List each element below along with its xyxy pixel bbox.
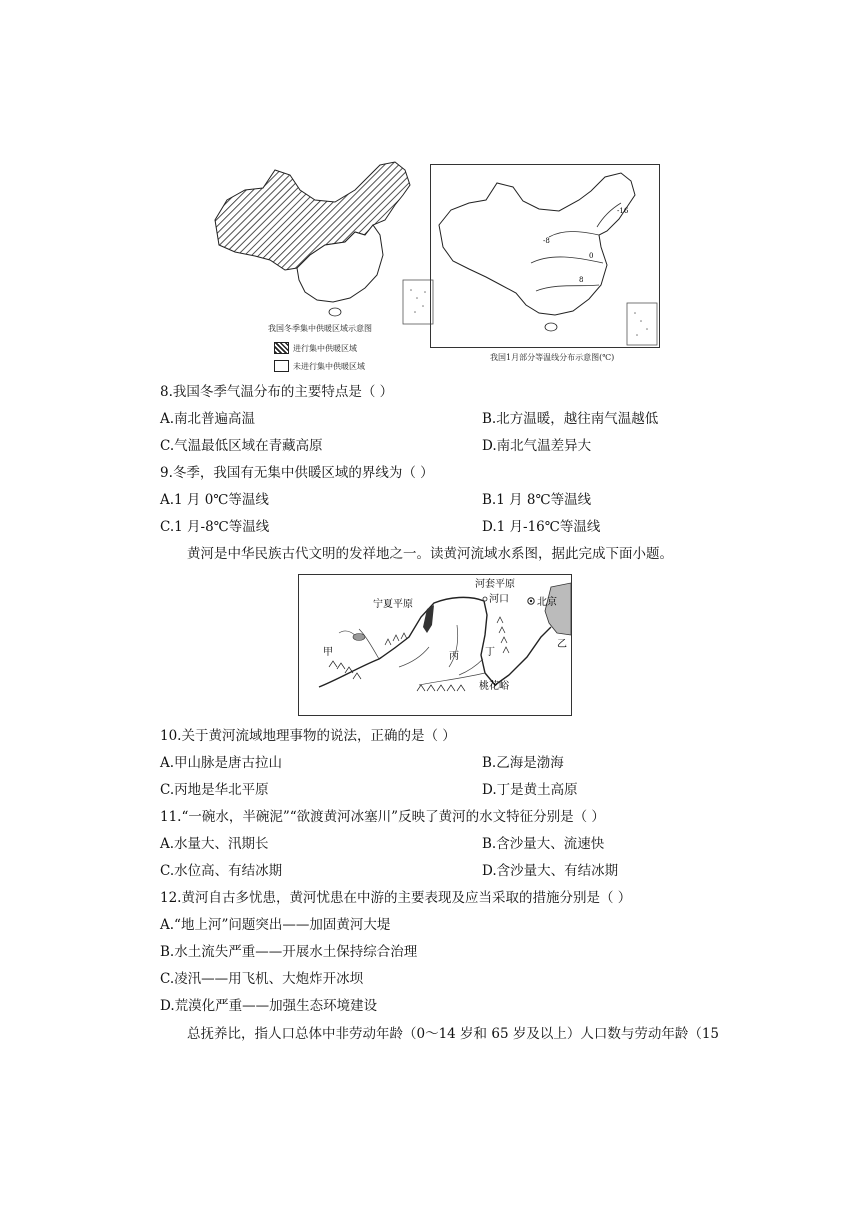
hekou-marker	[483, 597, 487, 601]
isotherm-label-minus8: -8	[543, 237, 550, 245]
legend-blank-swatch	[274, 360, 289, 372]
question-12-stem: 12.黄河自古多忧患，黄河忧患在中游的主要表现及应当采取的措施分别是（ ）	[160, 890, 632, 906]
legend-hatched-swatch	[274, 342, 289, 354]
question-10-option-c: C.丙地是华北平原	[160, 782, 269, 798]
question-8-stem: 8.我国冬季气温分布的主要特点是（ ）	[160, 384, 394, 400]
question-9-stem: 9.冬季，我国有无集中供暖区域的界线为（ ）	[160, 465, 434, 481]
question-9-option-d: D.1 月-16℃等温线	[482, 519, 601, 535]
question-11-option-d: D.含沙量大、有结冰期	[482, 863, 619, 879]
label-jia: 甲	[323, 647, 333, 658]
question-9-option-a: A.1 月 0℃等温线	[160, 492, 269, 508]
question-9-option-c: C.1 月-8℃等温线	[160, 519, 270, 535]
isotherm-label-8: 8	[579, 276, 584, 284]
label-taohuayu: 桃花峪	[479, 681, 509, 692]
question-10-option-a: A.甲山脉是唐古拉山	[160, 755, 283, 771]
isotherm-map-svg	[431, 165, 659, 347]
mountain-range-south	[417, 685, 465, 691]
heating-region-map-svg	[205, 160, 435, 330]
label-yi: 乙	[557, 639, 567, 650]
isotherm-map	[430, 164, 660, 348]
ningxia-plain-shape	[423, 605, 434, 633]
question-12-option-c: C.凌汛——用飞机、大炮炸开冰坝	[160, 971, 364, 987]
question-9-option-b: B.1 月 8℃等温线	[482, 492, 592, 508]
mountain-range-west	[385, 633, 407, 645]
question-12-option-a: A.“地上河”问题突出——加固黄河大堤	[160, 917, 391, 933]
heating-map-caption: 我国冬季集中供暖区域示意图	[268, 324, 372, 333]
label-hekou: 河口	[489, 594, 509, 605]
yellow-river-map-svg	[299, 575, 571, 715]
isotherm-label-minus16: -16	[617, 207, 629, 215]
question-10-stem: 10.关于黄河流域地理事物的说法，正确的是（ ）	[160, 728, 456, 744]
question-8-option-b: B.北方温暖，越往南气温越低	[482, 411, 659, 427]
question-11-stem: 11.“一碗水，半碗泥”“欲渡黄河冰塞川”反映了黄河的水文特征分别是（ ）	[160, 809, 605, 825]
label-hetao: 河套平原	[475, 579, 515, 590]
legend-blank-label: 未进行集中供暖区域	[293, 362, 365, 371]
heating-region-map	[205, 160, 435, 330]
label-ningxia: 宁夏平原	[373, 599, 413, 610]
question-10-option-b: B.乙海是渤海	[482, 755, 564, 771]
sea-yi	[545, 583, 571, 635]
question-12-option-b: B.水土流失严重——开展水土保持综合治理	[160, 944, 418, 960]
footer-paragraph: 总抚养比，指人口总体中非劳动年龄（0～14 岁和 65 岁及以上）人口数与劳动年龄（15	[187, 1026, 719, 1042]
question-8-option-d: D.南北气温差异大	[482, 438, 592, 454]
label-bing: 丙	[449, 651, 459, 662]
yellow-river-intro: 黄河是中华民族古代文明的发祥地之一。读黄河流域水系图，据此完成下面小题。	[187, 546, 673, 562]
yellow-river-main	[319, 597, 551, 687]
question-11-option-b: B.含沙量大、流速快	[482, 836, 605, 852]
label-beijing: 北京	[537, 597, 557, 608]
label-ding: 丁	[485, 647, 495, 658]
question-11-option-c: C.水位高、有结冰期	[160, 863, 283, 879]
yellow-river-map	[298, 574, 572, 716]
question-12-option-d: D.荒漠化严重——加强生态环境建设	[160, 998, 378, 1014]
legend-hatched-label: 进行集中供暖区域	[293, 344, 357, 353]
question-8-option-c: C.气温最低区域在青藏高原	[160, 438, 323, 454]
isotherm-map-caption: 我国1月部分等温线分布示意图(℃)	[490, 353, 615, 362]
question-10-option-d: D.丁是黄土高原	[482, 782, 578, 798]
mountain-range-taihang	[497, 617, 509, 653]
question-8-option-a: A.南北普遍高温	[160, 411, 256, 427]
isotherm-label-0: 0	[589, 252, 594, 260]
question-11-option-a: A.水量大、汛期长	[160, 836, 269, 852]
china-outline	[439, 173, 635, 315]
